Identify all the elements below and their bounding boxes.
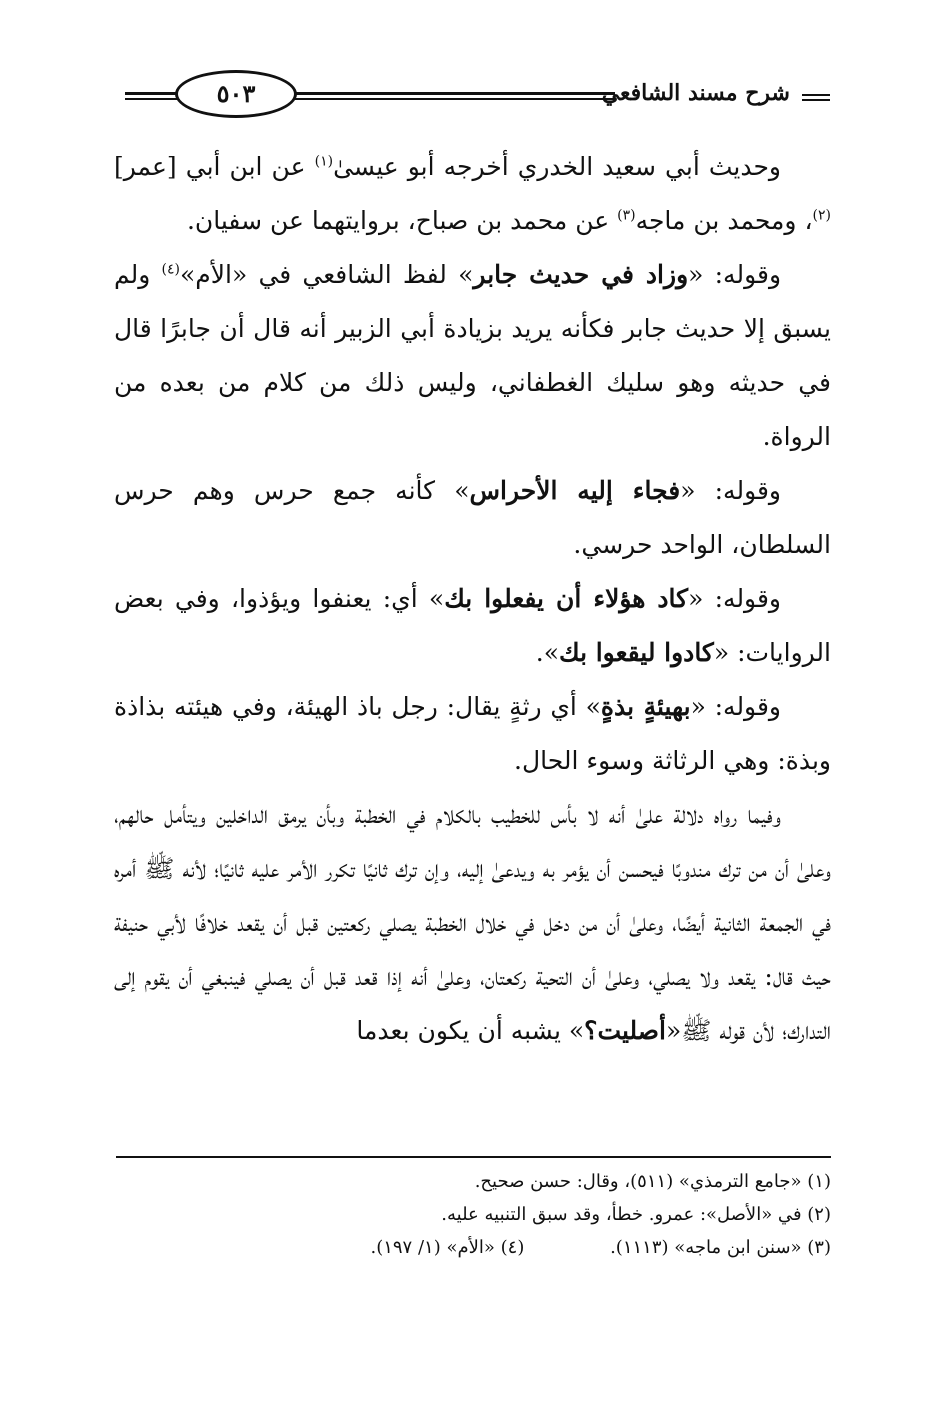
paragraph	[114, 140, 831, 248]
main-text	[114, 140, 831, 1058]
text-run: » أي: يعنفوا ويؤذوا، وفي بعض الروايات: «	[114, 584, 831, 667]
header-ornament-rule	[802, 94, 830, 101]
text-run: وقوله: «	[688, 260, 782, 289]
text-run: عن ابن أبي [عمر]	[114, 152, 315, 181]
running-title: شرح مسند الشافعي	[601, 80, 790, 106]
footnote-ref: (٣)	[617, 207, 636, 224]
quoted-phrase: كاد هؤلاء أن يفعلوا بك	[444, 584, 689, 613]
running-header	[125, 68, 830, 120]
quoted-phrase: أصليت؟	[584, 1016, 666, 1045]
text-run: ».	[535, 638, 559, 667]
text-run: وفيما رواه دلالة علىٰ أنه لا بأس للخطيب بالكلام في الخطبة وبأن يرمق الداخلين ويتأمل حالهم، وعلىٰ أن من ترك مندوبًا فيحسن أن يؤمر به ويدعىٰ إليه، وإن ترك ثانيًا تكرر الأمر عليه ثانيًا؛ لأنه ﷺ أمره في الجمعة الثانية أيضًا، وعلىٰ أن من دخل في خلال الخطبة يصلي ركعتين قبل أن يقعد خلافًا لأبي حنيفة حيث قال: يقعد ولا يصلي، وعلىٰ أن التحية ركعتان، وعلىٰ أنه إذا قعد قبل أن يصلي فينبغي أن يقوم إلى التدارك؛ لأن قوله ﷺ«	[114, 800, 831, 1045]
paragraph	[114, 572, 831, 680]
text-run: » يشبه أن يكون بعدما	[356, 1016, 585, 1045]
footnote-ref: (١)	[314, 153, 334, 170]
paragraph	[114, 680, 831, 788]
quoted-phrase: فجاء إليه الأحراس	[469, 476, 681, 505]
footnote-4: (٤) «الأم» (١/ ١٩٧).	[370, 1237, 525, 1258]
text-run: وقوله: «	[690, 692, 782, 721]
text-run: » كأنه جمع حرس وهم حرس السلطان، الواحد حرسي.	[114, 476, 831, 559]
text-run: ، ومحمد بن ماجه	[635, 206, 813, 235]
text-run: عن محمد بن صباح، بروايتهما عن سفيان.	[186, 206, 618, 235]
paragraph	[114, 464, 831, 572]
footnote-ref: (٢)	[812, 207, 831, 224]
text-run: ولم يسبق إلا حديث جابر فكأنه يريد بزيادة أبي الزبير أنه قال أن جابرًا قال في حديثه وهو سليك الغطفاني، وليس ذلك من كلام من بعده من الرواة.	[114, 260, 831, 451]
text-run: وقوله: «	[680, 476, 782, 505]
quoted-phrase: كادوا ليقعوا بك	[559, 638, 714, 667]
text-run: » لفظ الشافعي في «الأم»	[179, 260, 474, 289]
page-number: ٥٠٣	[175, 70, 297, 118]
footnotes	[116, 1165, 831, 1264]
footnote-separator	[116, 1156, 831, 1158]
quoted-phrase: وزاد في حديث جابر	[473, 260, 689, 289]
footnote-3: (٣) «سنن ابن ماجه» (١١١٣).	[610, 1237, 831, 1258]
text-run: وقوله: «	[688, 584, 781, 613]
text-run: وحديث أبي سعيد الخدري أخرجه أبو عيسىٰ	[333, 152, 781, 181]
paragraph	[114, 248, 831, 464]
footnote-ref: (٤)	[161, 261, 180, 278]
quoted-phrase: بهيئةٍ بذةٍ	[600, 692, 691, 721]
footnote-2: (٢) في «الأصل»: عمرو. خطأ، وقد سبق التنبيه عليه.	[441, 1204, 831, 1225]
paragraph	[114, 788, 831, 1058]
footnote-row	[116, 1231, 831, 1264]
text-run: » أي رثةٍ يقال: رجل باذ الهيئة، وفي هيئته بذاذة وبذة: وهي الرثاثة وسوء الحال.	[114, 692, 831, 775]
footnote-1: (١) «جامع الترمذي» (٥١١)، وقال: حسن صحيح.	[474, 1171, 831, 1192]
